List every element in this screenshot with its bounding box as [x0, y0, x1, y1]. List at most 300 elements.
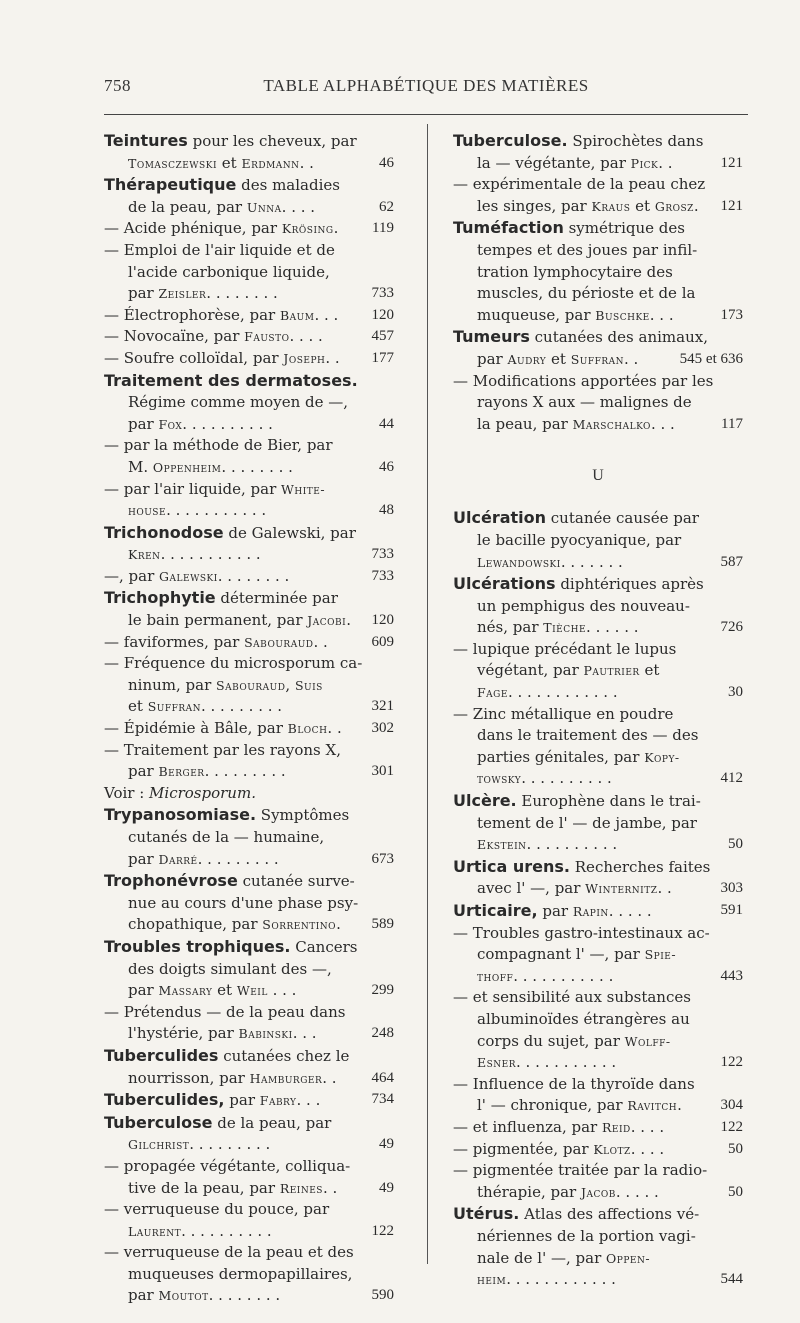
page-reference: 49 — [379, 1179, 394, 1196]
entry-text: . . — [658, 153, 673, 172]
entry-line — [104, 457, 394, 479]
index-entry — [104, 1242, 394, 1307]
entry-line — [104, 893, 394, 915]
author-name: Klotz — [593, 1141, 631, 1157]
entry-headword: Trophonévrose — [104, 871, 238, 891]
entry-text: . . . . . — [615, 1182, 659, 1201]
column-divider — [427, 124, 428, 1264]
index-entry — [453, 1160, 743, 1203]
entry-line — [104, 783, 394, 805]
entry-text: . . — [325, 348, 340, 367]
entry-line — [104, 1285, 394, 1307]
entry-line — [453, 768, 743, 790]
index-entry — [104, 1089, 394, 1112]
entry-text: . . . . — [281, 197, 316, 216]
entry-line — [104, 1002, 394, 1024]
entry-line — [104, 348, 394, 370]
entry-line — [453, 944, 743, 966]
entry-headword: Ulcère. — [453, 791, 517, 811]
entry-text: . . . — [314, 305, 339, 324]
entry-line — [453, 596, 743, 618]
entry-line — [453, 240, 743, 262]
entry-text: . . . — [649, 305, 674, 324]
entry-line — [104, 197, 394, 219]
author-name: Suis — [294, 677, 323, 693]
entry-line — [453, 856, 743, 879]
entry-text: par — [128, 762, 159, 781]
author-name: Galewski — [159, 568, 218, 584]
index-entry — [104, 479, 394, 522]
entry-text: — Zinc métallique en poudre — [453, 704, 674, 723]
entry-headword: Tuberculose. — [453, 131, 568, 150]
index-entry — [104, 1112, 394, 1156]
entry-text: . — [346, 611, 352, 630]
author-name: Laurent — [128, 1223, 182, 1239]
entry-line — [104, 370, 394, 393]
index-entry — [453, 1074, 743, 1117]
entry-line — [104, 1199, 394, 1221]
left-column — [104, 130, 394, 1307]
entry-line — [104, 414, 394, 436]
author-name: Fabry — [259, 1093, 297, 1109]
entry-text: par — [128, 414, 159, 433]
author-name: Suffran — [147, 699, 201, 715]
entry-line — [453, 923, 743, 945]
entry-text: . . . . . . . . — [217, 566, 290, 585]
entry-text: . . . — [267, 981, 297, 1000]
entry-text: . . — [313, 632, 328, 651]
page-reference: 299 — [371, 982, 394, 999]
index-entry — [104, 870, 394, 936]
entry-text: ninum, par — [128, 675, 217, 694]
entry-line — [104, 240, 394, 262]
author-name: Sorrentino — [262, 917, 337, 933]
entry-text: Cancers — [290, 937, 358, 956]
entry-text: par — [128, 1286, 159, 1305]
entry-text: . . . . . — [608, 902, 652, 920]
entry-line — [453, 1248, 743, 1270]
index-entry — [104, 370, 394, 436]
entry-text: . . . . . . . . — [208, 1286, 281, 1305]
index-entry — [104, 566, 394, 588]
entry-line — [453, 530, 743, 552]
author-name: Sabouraud — [216, 677, 286, 693]
entry-text: . — [333, 219, 339, 238]
author-name: Moutot — [158, 1288, 209, 1304]
entry-line — [104, 610, 394, 632]
entry-line — [453, 130, 743, 153]
entry-line — [104, 544, 394, 566]
index-entry — [104, 240, 394, 305]
author-name: Grosz — [654, 198, 694, 214]
entry-line — [453, 174, 743, 196]
entry-text: muqueuses dermopapillaires, — [128, 1264, 353, 1283]
entry-line — [104, 1221, 394, 1243]
index-entry — [104, 218, 394, 240]
entry-line — [453, 1203, 743, 1226]
index-entry — [104, 305, 394, 327]
entry-line — [104, 1045, 394, 1068]
author-name: house — [128, 503, 167, 519]
entry-line — [453, 813, 743, 835]
entry-text: Microsporum. — [149, 783, 256, 802]
author-name: Darré — [158, 851, 198, 867]
entry-text: nériennes de la portion vagi- — [477, 1226, 696, 1245]
entry-text: . — [677, 1096, 682, 1115]
entry-line — [453, 196, 743, 218]
entry-text: par — [477, 349, 508, 368]
page-reference: 609 — [371, 633, 394, 650]
entry-text: de Galewski, par — [223, 523, 356, 542]
header-rule — [104, 114, 748, 115]
entry-line — [104, 936, 394, 959]
entry-text: . . . . . . . . — [221, 457, 293, 476]
author-name: Audry — [507, 351, 547, 367]
index-entry — [453, 1139, 743, 1161]
author-name: Tièche — [543, 620, 587, 636]
author-name: Hamburger — [249, 1070, 323, 1086]
page-reference: 412 — [720, 770, 743, 787]
author-name: Babinski — [238, 1026, 293, 1042]
author-name: Krösing — [281, 221, 334, 237]
author-name: White- — [281, 481, 326, 497]
page-reference: 302 — [371, 720, 394, 737]
entry-text: par — [537, 902, 573, 920]
index-entry — [104, 174, 394, 218]
author-name: Tomasczewski — [128, 155, 218, 171]
entry-text: — et sensibilité aux substances — [453, 988, 691, 1007]
entry-text: — expérimentale de la peau chez — [453, 175, 706, 194]
entry-line — [453, 283, 743, 305]
index-entry — [453, 856, 743, 900]
author-name: Fage — [477, 685, 508, 701]
page-reference: 304 — [720, 1097, 743, 1114]
author-name: Oppen- — [606, 1250, 651, 1266]
page-reference: 457 — [371, 328, 394, 345]
author-name: Ravitch — [627, 1098, 678, 1114]
author-name: Zeisler — [158, 286, 207, 302]
index-entry — [453, 371, 743, 436]
entry-line — [104, 849, 394, 871]
page-reference: 303 — [720, 880, 743, 897]
entry-headword: Urtica urens. — [453, 856, 570, 876]
entry-text: — Épidémie à Bâle, par — [104, 719, 288, 738]
entry-text: le bacille pyocyanique, par — [477, 530, 682, 549]
entry-line — [453, 725, 743, 747]
author-name: Kopy- — [644, 749, 680, 765]
entry-headword: Tuberculides, — [104, 1090, 225, 1110]
author-name: Baum — [279, 307, 315, 323]
entry-line — [453, 507, 743, 530]
entry-line — [104, 326, 394, 348]
author-name: Fox — [158, 416, 183, 432]
entry-line — [453, 1031, 743, 1053]
entry-text: l' — chronique, par — [477, 1096, 628, 1115]
entry-line — [453, 392, 743, 414]
page-reference: 48 — [379, 502, 394, 519]
entry-text: Europhène dans le trai- — [516, 792, 701, 811]
entry-line — [104, 696, 394, 718]
entry-line — [453, 987, 743, 1009]
entry-headword: Ulcérations — [453, 574, 556, 594]
entry-text: . . . — [650, 414, 675, 433]
entry-text: de la peau, par — [212, 1113, 332, 1132]
entry-headword: Teintures — [104, 131, 188, 150]
page-reference: 50 — [728, 1140, 743, 1157]
entry-text: — Prétendus — de la peau dans — [104, 1002, 346, 1021]
index-entry — [453, 326, 743, 370]
entry-line — [104, 1068, 394, 1090]
entry-headword: Tuberculides — [104, 1045, 219, 1065]
entry-line — [104, 632, 394, 654]
entry-line — [453, 834, 743, 856]
page-reference: 177 — [371, 349, 394, 366]
entry-line — [104, 1134, 394, 1156]
entry-text: . . . . . . . . . . — [182, 414, 273, 433]
entry-line — [453, 326, 743, 349]
author-name: Oppenheim — [152, 459, 222, 475]
entry-text: — verruqueuse du pouce, par — [104, 1200, 330, 1219]
entry-text: tement de l' — de jambe, par — [477, 813, 697, 832]
entry-text: . . . . . . . . . . — [521, 769, 612, 788]
page-reference: 30 — [728, 684, 743, 701]
page-reference: 117 — [721, 415, 743, 432]
entry-line — [453, 305, 743, 327]
entry-text: — Modifications apportées par les — [453, 371, 714, 390]
entry-text: . . — [624, 349, 639, 368]
entry-text: — Électrophorèse, par — [104, 305, 280, 324]
index-entry — [104, 522, 394, 566]
entry-text: tive de la peau, par — [128, 1178, 280, 1197]
entry-line — [104, 262, 394, 284]
page-reference: 590 — [371, 1287, 394, 1304]
entry-text: — et influenza, par — [453, 1117, 602, 1136]
entry-text: et — [630, 196, 655, 215]
entry-text: et — [546, 349, 571, 368]
index-entry — [104, 936, 394, 1002]
entry-text: . . . . . . . . . — [189, 1135, 271, 1154]
page-reference: 591 — [720, 902, 743, 918]
entry-line — [104, 566, 394, 588]
entry-text: Symptômes — [256, 806, 350, 825]
entry-line — [453, 1052, 743, 1074]
entry-text: . . . . . . . . . . — [526, 835, 618, 854]
entry-text: — pigmentée traitée par la radio- — [453, 1161, 708, 1180]
entry-line — [453, 552, 743, 574]
index-entry — [104, 1156, 394, 1199]
author-name: Jacobi — [307, 613, 347, 629]
entry-text: dans le traitement des — des — [477, 726, 699, 745]
author-name: Fausto — [244, 329, 290, 345]
page-reference: 44 — [379, 415, 394, 432]
author-name: heim — [477, 1272, 507, 1288]
entry-text: cutanées chez le — [218, 1046, 350, 1065]
right-column — [453, 130, 743, 1291]
entry-text: Régime comme moyen de —, — [128, 393, 349, 412]
author-name: Winternitz — [585, 881, 658, 897]
entry-text: — par l'air liquide, par — [104, 479, 282, 498]
page-reference: 733 — [371, 546, 394, 563]
author-name: Wolff- — [624, 1033, 671, 1049]
entry-line — [453, 617, 743, 639]
page-reference: 587 — [720, 553, 743, 570]
page-reference: 464 — [371, 1069, 394, 1086]
entry-text: — Traitement par les rayons X, — [104, 740, 341, 759]
author-name: Weil — [236, 983, 268, 999]
page-reference: 589 — [371, 916, 394, 933]
entry-text: muscles, du périoste et de la — [477, 284, 696, 303]
index-entry — [104, 1045, 394, 1089]
entry-line — [453, 153, 743, 175]
entry-line — [104, 718, 394, 740]
entry-text: végétant, par — [477, 661, 584, 680]
entry-text: , — [285, 675, 295, 694]
entry-line — [104, 980, 394, 1002]
page-reference: 301 — [371, 763, 394, 780]
entry-line — [104, 1089, 394, 1112]
entry-text: des maladies — [236, 176, 340, 195]
index-entry — [104, 1199, 394, 1242]
page-reference: 734 — [371, 1091, 394, 1108]
page-reference: 673 — [371, 850, 394, 867]
author-name: Pautrier — [583, 663, 640, 679]
entry-text: nés, par — [477, 618, 544, 637]
page-header — [104, 76, 748, 102]
entry-line — [453, 349, 743, 371]
author-name: Suffran — [570, 351, 625, 367]
entry-line — [453, 1095, 743, 1117]
entry-headword: Traitement des dermatoses. — [104, 370, 358, 390]
entry-text: . . . — [296, 1091, 321, 1110]
entry-line — [453, 747, 743, 769]
index-entry — [104, 783, 394, 805]
entry-line — [453, 573, 743, 596]
page-reference: 173 — [720, 306, 743, 323]
entry-text: symétrique des — [563, 219, 685, 238]
entry-text: . . . — [292, 1024, 317, 1043]
entry-headword: Trichonodose — [104, 522, 224, 542]
entry-text: corps du sujet, par — [477, 1031, 625, 1050]
entry-text: — Soufre colloïdal, par — [104, 348, 284, 367]
author-name: Kren — [128, 547, 161, 563]
entry-text: cutanées des animaux, — [529, 328, 708, 347]
entry-line — [104, 827, 394, 849]
page-reference: 122 — [371, 1222, 394, 1239]
index-entry — [453, 1117, 743, 1139]
entry-line — [104, 1178, 394, 1200]
author-name: Unna — [246, 199, 282, 215]
entry-text: — propagée végétante, colliqua- — [104, 1156, 351, 1175]
entry-line — [104, 1112, 394, 1135]
entry-line — [104, 587, 394, 610]
entry-text: et — [212, 981, 237, 1000]
entry-text: compagnant l' —, par — [477, 945, 645, 964]
entry-text: et — [217, 153, 242, 172]
entry-text: les singes, par — [477, 196, 592, 215]
entry-text: diphtériques après — [555, 575, 704, 594]
index-entry — [453, 217, 743, 326]
entry-line — [453, 1269, 743, 1291]
entry-text: Atlas des affections vé- — [519, 1205, 700, 1224]
author-name: thoff — [477, 968, 514, 984]
index-entry — [453, 507, 743, 573]
entry-headword: Trypanosomiase. — [104, 805, 257, 825]
page-reference: 726 — [720, 619, 743, 636]
index-entry — [453, 573, 743, 639]
entry-text: des doigts simulant des —, — [128, 959, 332, 978]
entry-line — [104, 959, 394, 981]
entry-text: — Emploi de l'air liquide et de — [104, 240, 335, 259]
index-entry — [453, 704, 743, 790]
entry-headword: Troubles trophiques. — [104, 936, 291, 956]
entry-text: . — [336, 915, 341, 934]
page-reference: 46 — [379, 458, 394, 475]
entry-line — [453, 790, 743, 813]
index-entry — [104, 804, 394, 870]
index-entry — [104, 326, 394, 348]
entry-text: cutanée surve- — [237, 872, 355, 891]
entry-line — [453, 1139, 743, 1161]
entry-headword: Tumeurs — [453, 327, 530, 347]
entry-line — [104, 761, 394, 783]
page-reference: 121 — [720, 154, 743, 171]
index-entry — [104, 348, 394, 370]
entry-line — [453, 1226, 743, 1248]
entry-text: — Troubles gastro-intestinaux ac- — [453, 923, 710, 942]
index-entry — [453, 639, 743, 704]
entry-line — [453, 371, 743, 393]
index-entry — [104, 632, 394, 654]
author-name: Spie- — [644, 947, 677, 963]
entry-headword: Thérapeutique — [104, 175, 237, 195]
entry-line — [453, 639, 743, 661]
index-entry — [453, 923, 743, 988]
entry-text: par — [128, 981, 159, 1000]
entry-text: par — [224, 1091, 260, 1110]
author-name: Reid — [601, 1119, 631, 1135]
running-title: TABLE ALPHABÉTIQUE DES MATIÈRES — [263, 76, 589, 95]
entry-headword: Utérus. — [453, 1204, 520, 1224]
entry-text: . . . . . . . . . — [197, 849, 279, 868]
page-reference: 62 — [379, 198, 394, 215]
entry-line — [104, 870, 394, 893]
author-name: Joseph — [283, 350, 326, 366]
entry-headword: Tuméfaction — [453, 218, 564, 238]
entry-line — [104, 305, 394, 327]
entry-line — [104, 1023, 394, 1045]
page-reference: 248 — [371, 1025, 394, 1042]
page-number: 758 — [104, 76, 131, 95]
index-entry — [104, 435, 394, 478]
entry-text: . . . . — [630, 1117, 665, 1136]
entry-text: — Acide phénique, par — [104, 219, 282, 238]
entry-text: l'acide carbonique liquide, — [128, 262, 330, 281]
page-reference: 122 — [720, 1054, 743, 1071]
author-name: Erdmann — [241, 155, 300, 171]
author-name: Lewandowski — [477, 554, 561, 570]
entry-text: — verruqueuse de la peau et des — [104, 1243, 354, 1262]
entry-text: . . . . . . . . . — [204, 762, 286, 781]
author-name: Rapin — [572, 904, 609, 919]
entry-headword: Trichophytie — [104, 588, 216, 608]
entry-text: chopathique, par — [128, 915, 263, 934]
entry-line — [453, 878, 743, 900]
index-entry — [453, 1203, 743, 1290]
author-name: Sabouraud — [244, 634, 314, 650]
page-reference: 120 — [371, 306, 394, 323]
author-name: towsky — [477, 771, 522, 787]
page-reference: 545 et 636 — [679, 350, 743, 367]
